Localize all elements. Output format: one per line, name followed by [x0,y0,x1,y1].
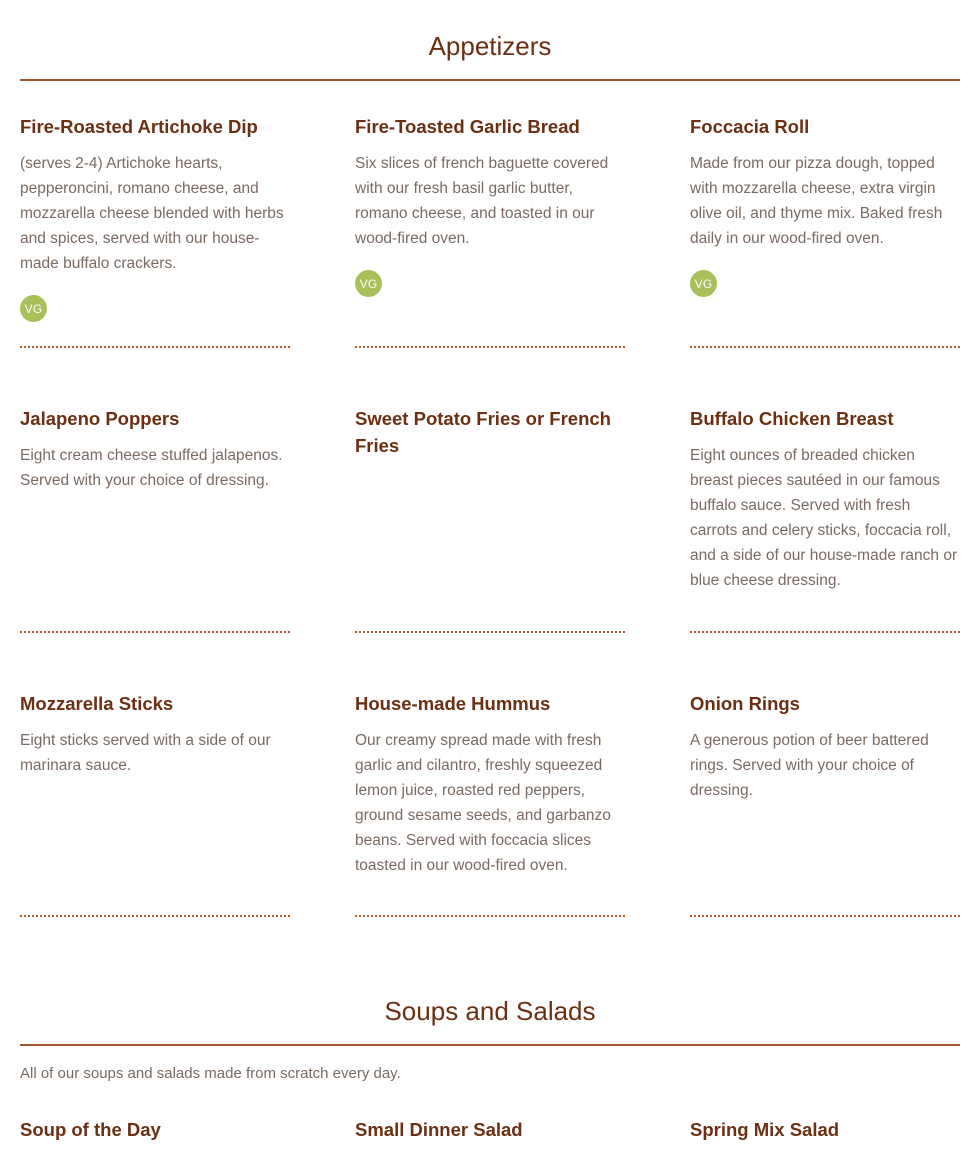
menu-item [690,405,960,593]
menu-item [20,113,290,322]
item-description: Eight cream cheese stuffed jalapenos. Served with your choice of dressing. [20,447,283,489]
vegetarian-badge-icon: VG [355,270,382,297]
section-title-soups-salads: Soups and Salads [384,996,596,1026]
vegetarian-badge-icon: VG [20,295,47,322]
menu-item [690,1116,960,1143]
item-description: Our creamy spread made with fresh garlic and cilantro, freshly squeezed lemon juice, roasted red peppers, ground sesame seeds, and garbanzo beans. Served with foccacia slices toasted in our wood-fired oven. [355,732,611,874]
dotted-separator [690,346,960,350]
item-description: Made from our pizza dough, topped with mozzarella cheese, extra virgin olive oil, and thyme mix. Baked fresh daily in our wood-fired oven. [690,155,943,247]
dotted-separator [355,346,625,350]
menu-item [20,1116,290,1143]
dotted-separator [20,346,290,350]
item-description: Eight sticks served with a side of our marinara sauce. [20,732,271,774]
item-name: Sweet Potato Fries or French Fries [355,408,611,456]
dotted-separator [20,915,290,919]
menu-item [690,113,960,297]
item-name: Onion Rings [690,693,800,714]
menu-item [355,1116,625,1143]
dotted-separator [690,915,960,919]
dotted-separator [20,631,290,635]
item-name: Buffalo Chicken Breast [690,408,894,429]
section-divider [20,1044,960,1046]
dotted-separator [690,631,960,635]
item-name: Fire-Roasted Artichoke Dip [20,116,258,137]
item-description: A generous potion of beer battered rings. Served with your choice of dressing. [690,732,929,799]
menu-item [355,405,625,459]
item-name: Small Dinner Salad [355,1119,523,1140]
item-name: Foccacia Roll [690,116,810,137]
menu-item [690,690,960,803]
vegetarian-badge-icon: VG [690,270,717,297]
item-description: (serves 2-4) Artichoke hearts, pepperoncini, romano cheese, and mozzarella cheese blended with herbs and spices, served with our house-made buffalo crackers. [20,155,284,272]
menu-item [20,405,290,493]
item-name: Fire-Toasted Garlic Bread [355,116,580,137]
item-name: House-made Hummus [355,693,551,714]
menu-item [355,690,625,878]
section-divider [20,79,960,81]
dotted-separator [355,631,625,635]
item-name: Spring Mix Salad [690,1119,840,1140]
item-description: Six slices of french baguette covered with our fresh basil garlic butter, romano cheese, and toasted in our wood-fired oven. [355,155,609,247]
menu-item [20,690,290,778]
item-name: Mozzarella Sticks [20,693,174,714]
section-note: All of our soups and salads made from scratch every day. [20,1065,401,1082]
section-title-appetizers: Appetizers [428,31,552,61]
menu-item [355,113,625,297]
dotted-separator [355,915,625,919]
item-description: Eight ounces of breaded chicken breast pieces sautéed in our famous buffalo sauce. Served with fresh carrots and celery sticks, foccacia roll, and a side of our house-made ranch or blue cheese dressing. [690,447,958,589]
item-name: Soup of the Day [20,1119,161,1140]
item-name: Jalapeno Poppers [20,408,180,429]
